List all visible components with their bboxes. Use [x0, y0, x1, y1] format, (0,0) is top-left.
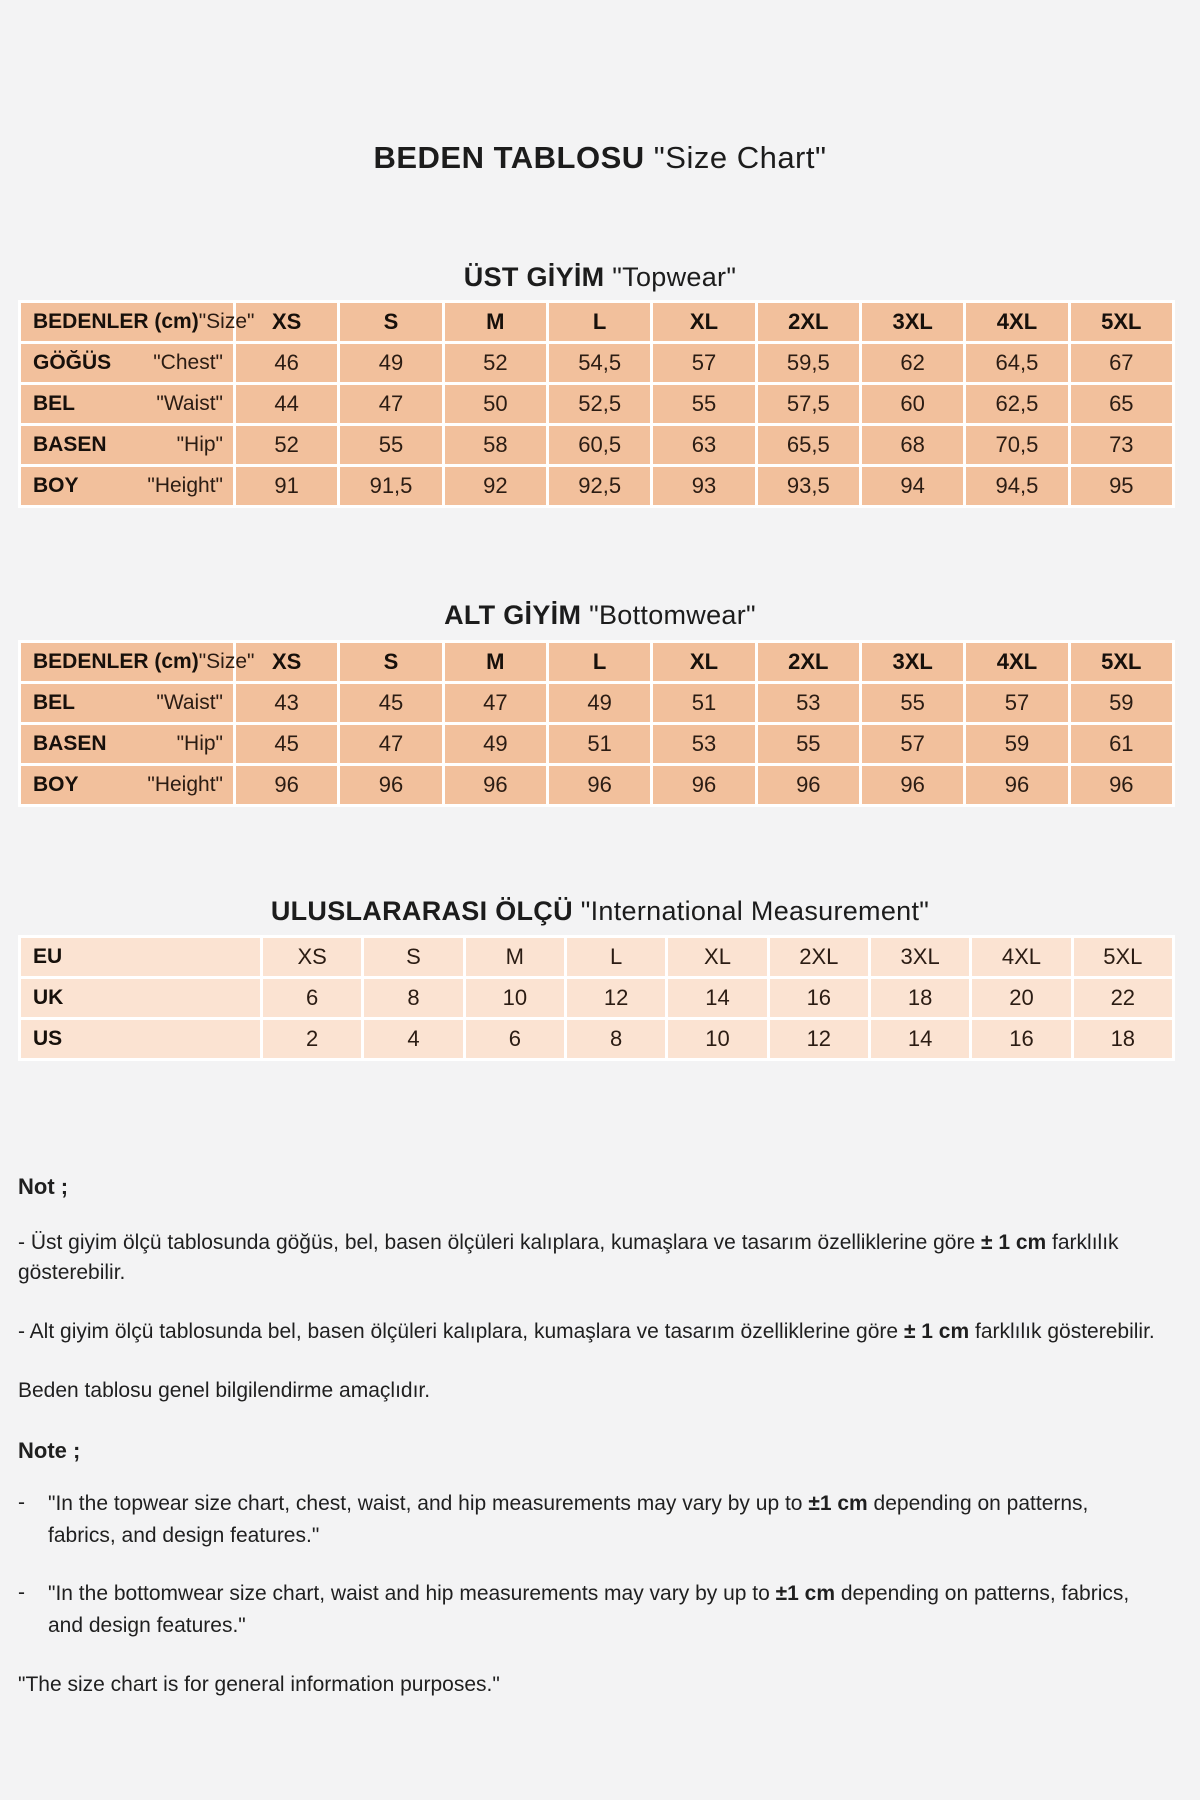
value-cell: 49	[547, 683, 651, 724]
note-paragraph-bottomwear-turkish	[18, 1317, 1182, 1347]
row-label-turkish: EU	[33, 945, 63, 968]
section-heading-international-turkish: ULUSLARARASI ÖLÇÜ	[270, 896, 573, 926]
size-column-header: 3XL	[860, 302, 964, 343]
value-cell: 18	[869, 978, 970, 1019]
value-cell: 47	[339, 724, 443, 765]
bottomwear-size-table	[18, 640, 1175, 807]
size-column-header: S	[339, 302, 443, 343]
value-cell: 14	[869, 1019, 970, 1060]
note-heading-english: Note ;	[18, 1438, 81, 1463]
value-cell: 46	[235, 343, 339, 384]
note-text: depending on patterns, fabrics, and design features."	[48, 1492, 1089, 1547]
bullet-dash: -	[18, 1491, 25, 1514]
value-cell: 55	[339, 425, 443, 466]
value-cell: 63	[652, 425, 756, 466]
value-cell: 61	[1069, 724, 1173, 765]
table-row	[20, 1019, 1174, 1060]
value-cell: 54,5	[547, 343, 651, 384]
note-text: depending on patterns, fabrics, and design features."	[48, 1582, 1130, 1637]
row-label-turkish: BOY	[33, 773, 79, 796]
value-cell: 65,5	[756, 425, 860, 466]
row-label-cell	[20, 425, 235, 466]
value-cell: 6	[464, 1019, 565, 1060]
row-label-cell	[20, 937, 262, 978]
table-row	[20, 343, 1174, 384]
note-text: - Üst giyim ölçü tablosunda göğüs, bel, basen ölçüleri kalıplara, kumaşlara ve tasarım özelliklerine göre	[18, 1231, 981, 1254]
value-cell: 93	[652, 466, 756, 507]
value-cell: 45	[235, 724, 339, 765]
row-label-turkish: BASEN	[33, 433, 107, 456]
size-column-header: M	[443, 302, 547, 343]
bullet-text	[48, 1488, 1182, 1552]
row-label-cell	[20, 724, 235, 765]
value-cell: 52	[235, 425, 339, 466]
table-row	[20, 765, 1174, 806]
section-heading-international-english: "International Measurement"	[580, 896, 930, 926]
value-cell: 55	[652, 384, 756, 425]
size-corner-cell	[20, 642, 255, 683]
row-label	[33, 433, 223, 457]
value-cell: 57	[652, 343, 756, 384]
size-column-header: XL	[652, 642, 756, 683]
page-title	[18, 0, 1182, 176]
row-label-turkish: US	[33, 1027, 63, 1050]
value-cell: 52,5	[547, 384, 651, 425]
value-cell: 49	[339, 343, 443, 384]
row-label	[33, 986, 250, 1010]
value-cell: M	[464, 937, 565, 978]
table-header-row	[20, 642, 1174, 683]
row-label	[33, 732, 223, 756]
note-heading-turkish: Not ;	[18, 1174, 69, 1199]
row-label-english: "Hip"	[176, 433, 223, 456]
section-heading-topwear	[18, 262, 1182, 292]
value-cell: 44	[235, 384, 339, 425]
value-cell: 59	[1069, 683, 1173, 724]
size-column-header: M	[443, 642, 547, 683]
size-column-header: 4XL	[965, 642, 1069, 683]
table-row	[20, 724, 1174, 765]
corner-label-english: "Size"	[198, 650, 255, 673]
note-text: "In the bottomwear size chart, waist and hip measurements may vary by up to	[48, 1582, 776, 1605]
value-cell: 57	[965, 683, 1069, 724]
size-corner-cell	[20, 302, 255, 343]
row-label-english: "Waist"	[156, 392, 223, 415]
note-text-bold: ±1 cm	[775, 1582, 836, 1605]
corner-label-turkish: BEDENLER (cm)	[33, 650, 199, 673]
note-text-bold: ±1 cm	[808, 1492, 868, 1515]
value-cell: 10	[667, 1019, 768, 1060]
value-cell: 12	[565, 978, 666, 1019]
value-cell: 47	[339, 384, 443, 425]
table-header-row	[20, 302, 1174, 343]
page-title-english: "Size Chart"	[653, 140, 827, 175]
value-cell: 52	[443, 343, 547, 384]
value-cell: 60	[860, 384, 964, 425]
value-cell: 14	[667, 978, 768, 1019]
value-cell: 10	[464, 978, 565, 1019]
value-cell: 65	[1069, 384, 1173, 425]
bullet-dash: -	[18, 1581, 25, 1604]
table-row	[20, 937, 1174, 978]
row-label-cell	[20, 978, 262, 1019]
value-cell: 96	[443, 765, 547, 806]
value-cell: 4XL	[971, 937, 1072, 978]
row-label-cell	[20, 1019, 262, 1060]
value-cell: 96	[235, 765, 339, 806]
corner-label-english: "Size"	[198, 310, 255, 333]
row-label	[33, 474, 223, 498]
value-cell: 49	[443, 724, 547, 765]
value-cell: 4	[363, 1019, 464, 1060]
note-text: farklılık gösterebilir.	[18, 1231, 1119, 1284]
value-cell: S	[363, 937, 464, 978]
table-row	[20, 425, 1174, 466]
row-label-turkish: BASEN	[33, 732, 107, 755]
value-cell: 8	[565, 1019, 666, 1060]
value-cell: 60,5	[547, 425, 651, 466]
value-cell: 2	[262, 1019, 363, 1060]
value-cell: 96	[1069, 765, 1173, 806]
row-label-english: "Waist"	[156, 691, 223, 714]
row-label	[33, 1027, 250, 1051]
value-cell: 2XL	[768, 937, 869, 978]
row-label-english: "Height"	[147, 773, 223, 796]
size-column-header: S	[339, 642, 443, 683]
value-cell: 3XL	[869, 937, 970, 978]
row-label-cell	[20, 683, 235, 724]
value-cell: 16	[971, 1019, 1072, 1060]
size-column-header: 2XL	[756, 642, 860, 683]
value-cell: 64,5	[965, 343, 1069, 384]
value-cell: 91	[235, 466, 339, 507]
note-text-bold: ± 1 cm	[980, 1231, 1047, 1254]
size-column-header: 5XL	[1069, 302, 1173, 343]
value-cell: 96	[652, 765, 756, 806]
value-cell: 50	[443, 384, 547, 425]
value-cell: XS	[262, 937, 363, 978]
section-heading-topwear-turkish: ÜST GİYİM	[463, 262, 605, 292]
row-label-turkish: BOY	[33, 474, 79, 497]
value-cell: 62	[860, 343, 964, 384]
value-cell: 57,5	[756, 384, 860, 425]
table-row	[20, 466, 1174, 507]
value-cell: XL	[667, 937, 768, 978]
size-column-header: XS	[235, 302, 339, 343]
row-label	[33, 351, 223, 375]
size-column-header: 5XL	[1069, 642, 1173, 683]
corner-label	[33, 310, 255, 334]
section-heading-bottomwear-turkish: ALT GİYİM	[444, 600, 582, 630]
value-cell: 55	[860, 683, 964, 724]
row-label	[33, 691, 223, 715]
value-cell: 53	[756, 683, 860, 724]
table-row	[20, 384, 1174, 425]
value-cell: 96	[860, 765, 964, 806]
size-column-header: 4XL	[965, 302, 1069, 343]
value-cell: 67	[1069, 343, 1173, 384]
size-column-header: 3XL	[860, 642, 964, 683]
value-cell: 96	[756, 765, 860, 806]
value-cell: 20	[971, 978, 1072, 1019]
topwear-size-table	[18, 300, 1175, 508]
note-bullet-topwear-english	[18, 1488, 1182, 1552]
note-footer-english: "The size chart is for general information purposes."	[18, 1673, 500, 1696]
value-cell: 5XL	[1072, 937, 1173, 978]
value-cell: 58	[443, 425, 547, 466]
value-cell: 16	[768, 978, 869, 1019]
row-label-turkish: BEL	[33, 691, 75, 714]
value-cell: 92	[443, 466, 547, 507]
value-cell: 22	[1072, 978, 1173, 1019]
value-cell: L	[565, 937, 666, 978]
section-heading-international	[18, 896, 1182, 926]
value-cell: 95	[1069, 466, 1173, 507]
size-column-header: XL	[652, 302, 756, 343]
row-label-cell	[20, 384, 235, 425]
section-heading-bottomwear	[18, 600, 1182, 630]
value-cell: 55	[756, 724, 860, 765]
value-cell: 94	[860, 466, 964, 507]
note-text: - Alt giyim ölçü tablosunda bel, basen ölçüleri kalıplara, kumaşlara ve tasarım özelliklerine göre	[18, 1320, 904, 1343]
value-cell: 45	[339, 683, 443, 724]
note-text-bold: ± 1 cm	[903, 1320, 970, 1343]
row-label-cell	[20, 466, 235, 507]
value-cell: 8	[363, 978, 464, 1019]
note-footer-turkish: Beden tablosu genel bilgilendirme amaçlıdır.	[18, 1379, 431, 1402]
value-cell: 43	[235, 683, 339, 724]
row-label	[33, 392, 223, 416]
value-cell: 59	[965, 724, 1069, 765]
note-text: farklılık gösterebilir.	[969, 1320, 1155, 1343]
value-cell: 57	[860, 724, 964, 765]
size-column-header: L	[547, 302, 651, 343]
value-cell: 93,5	[756, 466, 860, 507]
row-label-english: "Height"	[147, 474, 223, 497]
value-cell: 68	[860, 425, 964, 466]
value-cell: 51	[547, 724, 651, 765]
row-label	[33, 945, 250, 969]
page-title-turkish: BEDEN TABLOSU	[373, 140, 645, 175]
size-column-header: L	[547, 642, 651, 683]
table-row	[20, 978, 1174, 1019]
value-cell: 92,5	[547, 466, 651, 507]
value-cell: 6	[262, 978, 363, 1019]
value-cell: 59,5	[756, 343, 860, 384]
table-row	[20, 683, 1174, 724]
value-cell: 51	[652, 683, 756, 724]
value-cell: 18	[1072, 1019, 1173, 1060]
corner-label	[33, 650, 255, 674]
note-paragraph-topwear-turkish	[18, 1228, 1182, 1288]
bullet-text	[48, 1578, 1182, 1642]
row-label-turkish: BEL	[33, 392, 75, 415]
value-cell: 96	[339, 765, 443, 806]
size-column-header: 2XL	[756, 302, 860, 343]
note-bullet-bottomwear-english	[18, 1578, 1182, 1642]
corner-label-turkish: BEDENLER (cm)	[33, 310, 199, 333]
row-label-cell	[20, 343, 235, 384]
notes-section	[18, 1172, 1182, 1700]
value-cell: 94,5	[965, 466, 1069, 507]
row-label-english: "Hip"	[176, 732, 223, 755]
international-size-table	[18, 935, 1175, 1061]
row-label	[33, 773, 223, 797]
size-column-header: XS	[235, 642, 339, 683]
value-cell: 12	[768, 1019, 869, 1060]
value-cell: 91,5	[339, 466, 443, 507]
value-cell: 96	[547, 765, 651, 806]
row-label-cell	[20, 765, 235, 806]
value-cell: 47	[443, 683, 547, 724]
value-cell: 70,5	[965, 425, 1069, 466]
row-label-turkish: UK	[33, 986, 64, 1009]
row-label-turkish: GÖĞÜS	[33, 351, 112, 374]
value-cell: 96	[965, 765, 1069, 806]
section-heading-topwear-english: "Topwear"	[612, 262, 737, 292]
row-label-english: "Chest"	[153, 351, 223, 374]
value-cell: 62,5	[965, 384, 1069, 425]
value-cell: 53	[652, 724, 756, 765]
note-text: "In the topwear size chart, chest, waist, and hip measurements may vary by up to	[48, 1492, 809, 1515]
value-cell: 73	[1069, 425, 1173, 466]
section-heading-bottomwear-english: "Bottomwear"	[589, 600, 756, 630]
